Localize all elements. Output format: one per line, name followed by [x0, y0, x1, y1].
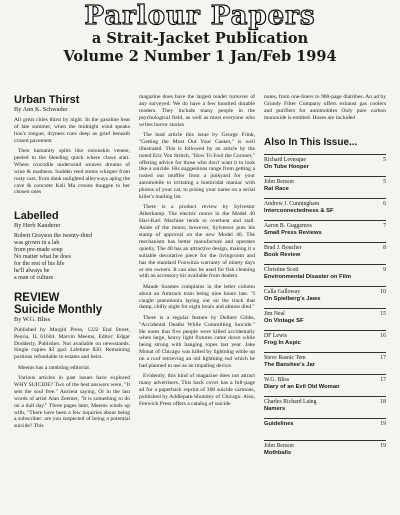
toc-author: Jim Neal — [264, 311, 285, 318]
toc-page-number: 19 — [380, 443, 386, 450]
toc-entry[interactable] — [264, 330, 386, 352]
toc-entry[interactable] — [264, 396, 386, 418]
toc-entry[interactable] — [264, 286, 386, 308]
toc-page-number: 8 — [383, 245, 386, 252]
toc-author: DF Lewis — [264, 333, 288, 340]
toc-page-number: 19 — [380, 421, 386, 428]
toc-author: Brad J. Boucher — [264, 245, 302, 252]
toc-title: Guidelines — [264, 421, 294, 428]
urban-thirst-paragraph: Then humanity splits like onionskin veneer, peeled to the bleeding quick where claws start. Where crocodile underwind weaves dreams of wine & madness. Sudden reed stems whisper from rusty cars, from dank unlighted alleyways aping the cave & concrete Kali Ma croons thuggee to her chosen ones — [14, 148, 130, 196]
toc-author: Aaron B. Guggemos — [264, 223, 312, 230]
toc-entry[interactable] — [264, 176, 386, 198]
review-paragraph: Evidently, this kind of magazine does not attract many advertisers. This back cover has a full-page ad for a paperback reprint of 300 suicide cartoons, published by Addlepate-Shumley of Chicago. Also, Fenwick Press offers a catalog of suicide — [139, 373, 255, 408]
review-continuation: notes, from one-liners to 900-page diatribes. An ad by Grundy Filter Company offers exhaust gas coolers and purifiers for automobiles Only pure carbon monoxide is emitted. Hoses are included — [264, 94, 386, 121]
review-kicker: REVIEW — [14, 291, 60, 304]
issue-line: Volume 2 Number 1 Jan/Feb 1994 — [63, 48, 337, 65]
labelled-byline: By Herb Kauderer — [14, 221, 61, 229]
toc-title: Environmental Disaster on Film — [264, 274, 351, 281]
toc-page-number: 9 — [383, 267, 386, 274]
toc-entry[interactable] — [264, 440, 386, 462]
labelled-title: Labelled — [14, 209, 59, 222]
review-paragraph: The lead article this issue by George Frink, "Getting the Most Out Your Casket," is well illustrated. This is followed by an article by the noted Eric Von Stritch, "How To Fool the Coroner," offering advice for those who don't want it to look like a suicide. His suggestions range from getting a rusted out muffler from a junkyard for your automobile to irritating a homicidal maniac with photos of your cat, to posing your name on a serial killer's mailing list. — [139, 131, 255, 201]
toc-page-number: 6 — [383, 201, 386, 208]
toc-page-number: 10 — [380, 289, 386, 296]
toc-title: Book Review — [264, 252, 301, 259]
toc-page-number: 16 — [380, 333, 386, 340]
also-in-this-issue-heading: Also In This Issue... — [264, 137, 358, 149]
column-1 — [14, 94, 130, 434]
toc-title: Frog In Aspic — [264, 340, 301, 347]
urban-thirst-title: Urban Thirst — [14, 94, 80, 106]
toc-title: Small Press Reviews — [264, 230, 322, 237]
toc-entry[interactable] — [264, 374, 386, 396]
toc-author: Richard Levesque — [264, 157, 307, 164]
toc-title: Diary of an Evil Old Woman — [264, 384, 340, 391]
toc-author: Steve Rasnic Tem — [264, 355, 306, 362]
toc-page-number: 7 — [383, 223, 386, 230]
review-title: Suicide Monthly — [14, 303, 103, 316]
toc-entry[interactable] — [264, 220, 386, 242]
toc-title: Interconnectedness & SF — [264, 208, 334, 215]
toc-page-number: 17 — [380, 377, 386, 384]
column-2 — [139, 94, 255, 411]
toc-entry[interactable] — [264, 264, 386, 286]
review-paragraph: Various articles in past issues have explored WHY SUICIDE? Two of the best answers were, "It sets the soul free." Ancient saying. Or in the last words of artist Alan Zeemer, "It is something to do on a dull day." Three pages later, Meems winds up with, "There have been a few inquiries about being a subscriber: are you suspected of being a potential suicide? This — [14, 374, 130, 430]
review-paragraph: Meems has a rambling editorial. — [18, 364, 91, 371]
toc-title: On Tube Hooper — [264, 164, 309, 171]
toc-page-number: 5 — [383, 179, 386, 186]
review-paragraph: Maude Soames complains in the letter column about an Amtrack train being nine hours late. "I caught pneumonia laying out on the track that damp, chilly night for eight hours and almost died." — [139, 283, 255, 311]
review-paragraph: magazine does have the largest reader turnover of any surveyed. We do have a few hundred durable readers. They include many people in the psychological field, as well as most everyone who writes horror stories — [139, 94, 255, 128]
toc-author: Andrew J. Cunningham — [264, 201, 320, 208]
review-byline: By W.G. Bliss — [14, 315, 51, 323]
toc-entry[interactable] — [264, 198, 386, 220]
table-of-contents — [264, 154, 386, 462]
toc-title: On Vintage SF — [264, 318, 304, 325]
toc-author: Calla Galloway — [264, 289, 301, 296]
toc-title: Rat Race — [264, 186, 289, 193]
toc-page-number: 15 — [380, 311, 386, 318]
toc-author: John Benson — [264, 443, 294, 450]
toc-title: The Banshee's Jar — [264, 362, 315, 369]
toc-page-number: 18 — [380, 399, 386, 406]
toc-entry[interactable] — [264, 154, 386, 176]
labelled-poem: Robert Grayson the twenty-third was grown in a lab from pre-made soup No matter what he does for the rest of his life he'll always be a man of culture — [14, 232, 93, 281]
toc-page-number: 5 — [383, 157, 386, 164]
review-paragraph: Published by Murgid Press, 1222 End Street, Peoria, IL 61604. Marvin Meems, Editor: Edgar Dodderly, Publisher. Not available on newsstands. Single copies $3 ppd. Lifetime $30. Remaining portions refundable to estates and heirs. — [14, 326, 130, 361]
toc-author: Charles Richard Laing — [264, 399, 317, 406]
toc-entry[interactable] — [264, 418, 386, 440]
toc-title: Mothballs — [264, 450, 292, 457]
toc-author: Christine Scott — [264, 267, 299, 274]
toc-entry[interactable] — [264, 352, 386, 374]
toc-author: John Benson — [264, 179, 294, 186]
column-3 — [264, 94, 386, 462]
toc-entry[interactable] — [264, 308, 386, 330]
urban-thirst-paragraph: All great cities thirst by night. In the gasoline heat of late summer, when the midnight wind speaks lion's tongue, dryness runs deep as grief beneath crazed pavement — [14, 117, 130, 144]
toc-entry[interactable] — [264, 242, 386, 264]
urban-thirst-byline: By Ann K. Schwader — [14, 106, 68, 113]
review-paragraph: There is a product review by Sylvestor Atherkamp. The electric motor in the Model 40 Hari-Kari Machine tends to overheat and stall. Aside of the motor, however, Sylvestor puts his stamp of approval on the new Model 40. The mechanism has better manufacture and operates quietly. The 40 has an attractive design, making it a suitable decorative piece for the livingroom and has the standard Foowitza warranty of ninety days or ten owners. It can also be used for fish cleaning with an accessory kit available from dealers. — [139, 204, 255, 280]
toc-page-number: 17 — [380, 355, 386, 362]
masthead — [0, 2, 400, 66]
review-paragraph: There is a regular feature by Delbert Gibbs, "Accidental Deaths While Committing Suicide." He notes that five people were killed accidentally when large, heavy light fixtures came down while being strung with hanging ropes last year. Jake Monat of Chicago was killed by lightning while up on a roof retrieving an old lightning rod which he had planned to use as an impaling device. — [139, 314, 255, 370]
toc-author: W.G. Bliss — [264, 377, 290, 384]
toc-title: On Spielberg's Jaws — [264, 296, 321, 303]
toc-title: Namers — [264, 406, 286, 413]
masthead-title: Parlour Papers — [84, 1, 316, 31]
masthead-subtitle: a Strait-Jacket Publication — [91, 30, 309, 47]
